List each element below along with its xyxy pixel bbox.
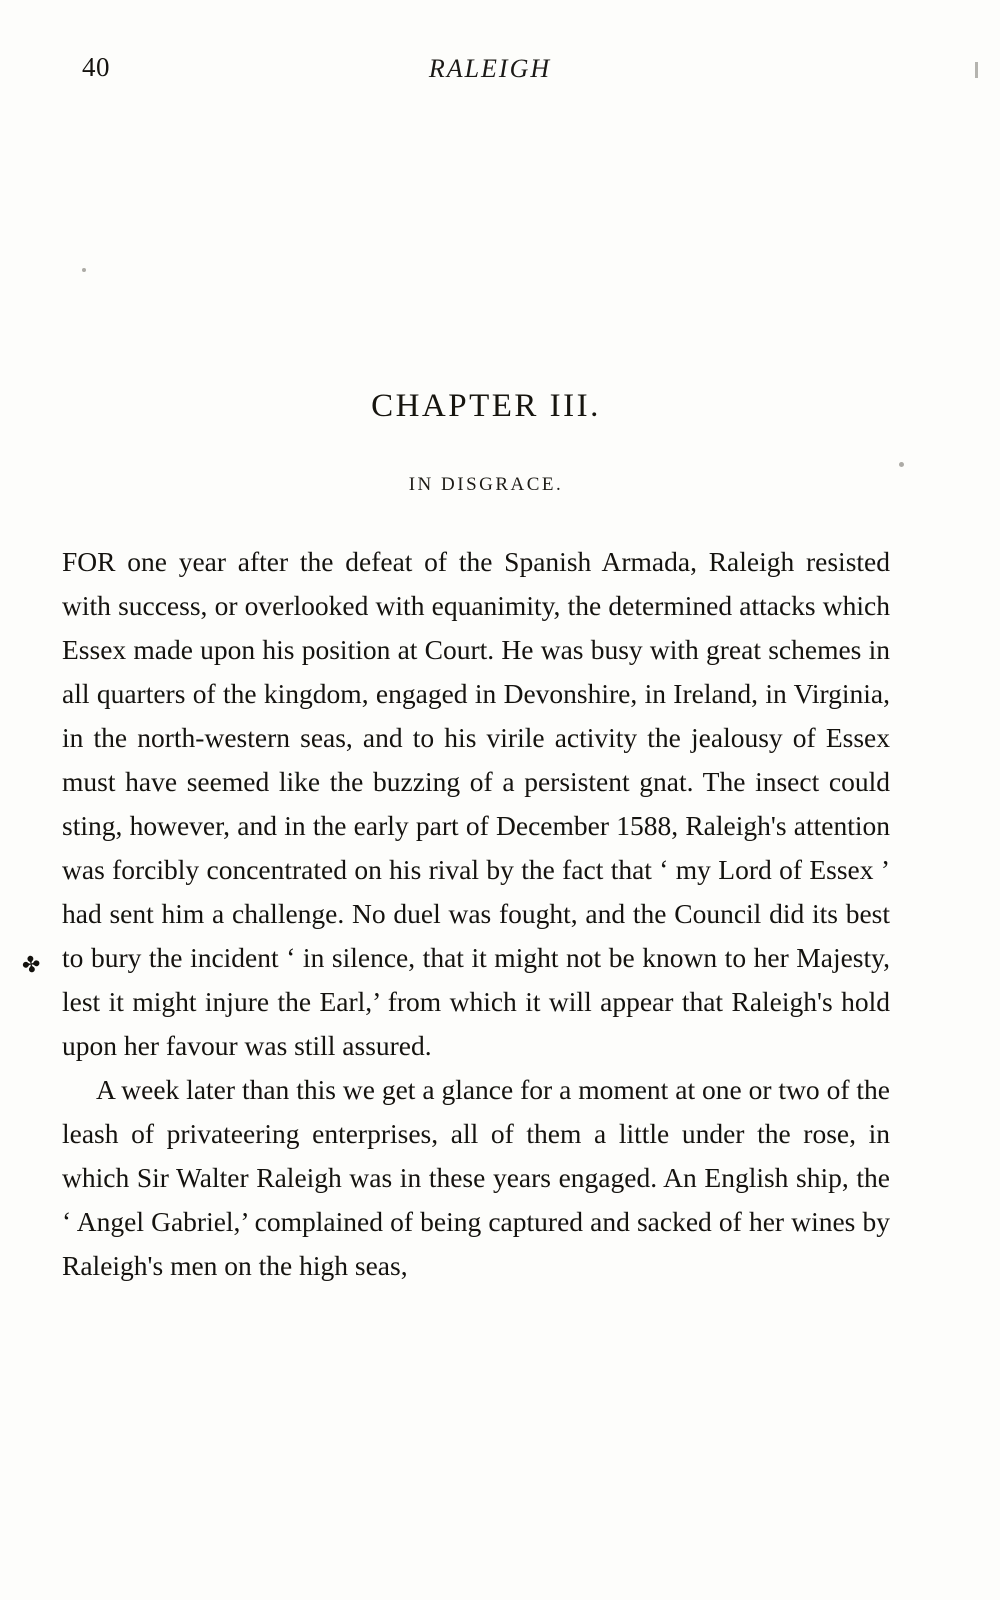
chapter-heading: CHAPTER III. <box>371 388 601 424</box>
running-head-title: RALEIGH <box>428 54 552 83</box>
body-text <box>62 540 890 1288</box>
page-number: 40 <box>82 52 110 82</box>
scan-artifact-speck <box>975 62 978 78</box>
paragraph: A week later than this we get a glance for a moment at one or two of the leash of privateering enterprises, all of them a little under the rose, in which Sir Walter Raleigh was in these years engaged. An English ship, the ‘ Angel Gabriel,’ complained of being captured and sacked of her wines by Raleigh's men on the high seas, <box>62 1074 890 1281</box>
scan-artifact-speck <box>899 462 904 467</box>
margin-mark-icon: ✤ <box>20 950 43 979</box>
running-head <box>78 48 922 88</box>
scan-artifact-speck <box>82 268 86 272</box>
paragraph: FOR one year after the defeat of the Spanish Armada, Raleigh resisted with success, or overlooked with equanimity, the determined attacks which Essex made upon his position at Court. He was busy with great schemes in all quarters of the kingdom, engaged in Devonshire, in Ireland, in Virginia, in the north-western seas, and to his virile activity the jealousy of Essex must have seemed like the buzzing of a persistent gnat. The insect could sting, however, and in the early part of December 1588, Raleigh's attention was forcibly concentrated on his rival by the fact that ‘ my Lord of Essex ’ had sent him a challenge. No duel was fought, and the Council did its best to bury the incident ‘ in silence, that it might not be known to her Majesty, lest it might injure the Earl,’ from which it will appear that Raleigh's hold upon her favour was still assured. <box>62 546 890 1061</box>
chapter-subtitle: IN DISGRACE. <box>408 474 564 495</box>
